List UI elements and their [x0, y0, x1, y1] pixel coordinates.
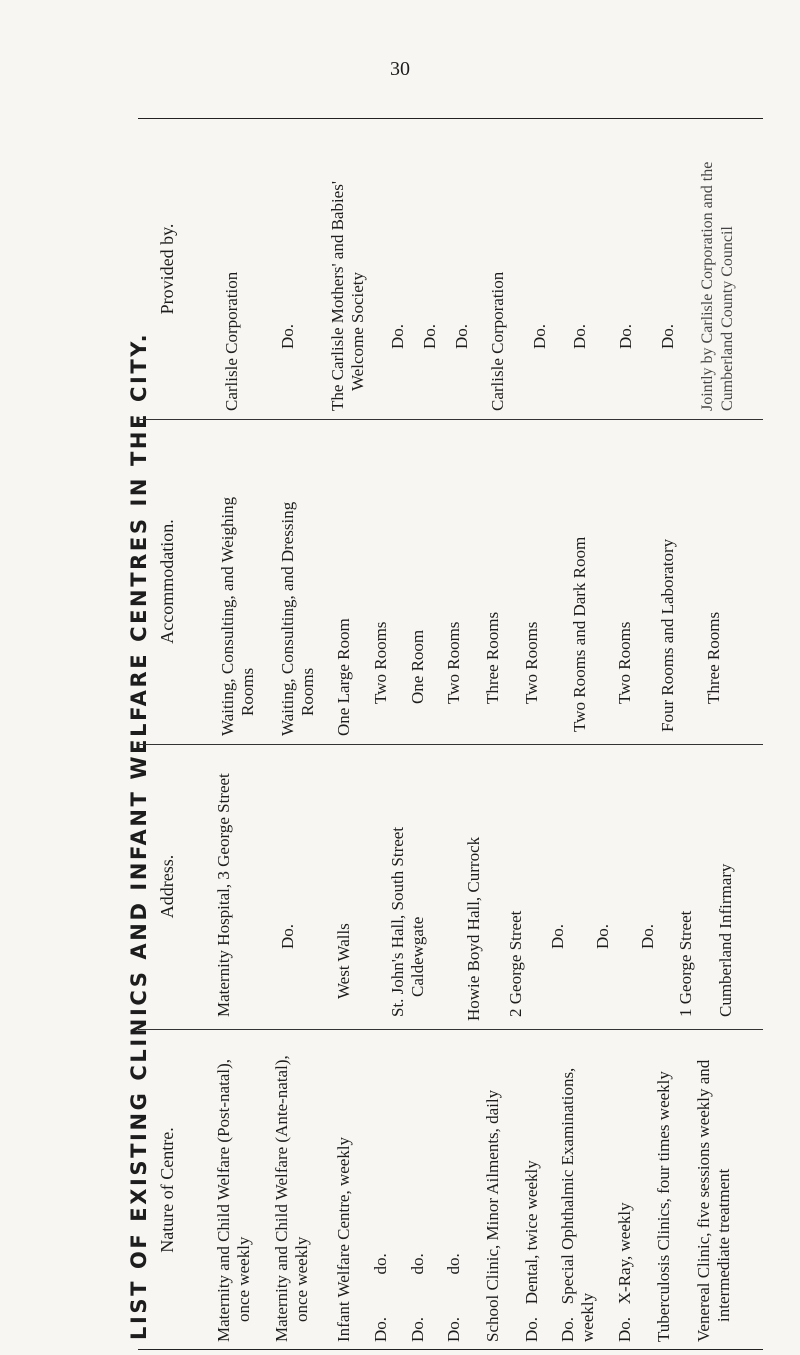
address-cell-6: Howie Boyd Hall, Currock	[464, 836, 483, 1021]
nature-cell-9: Do. Special Ophthalmic Examinations, weekly	[558, 1063, 597, 1342]
nature-cell-12: Venereal Clinic, five sessions weekly and intermediate treatment	[694, 1059, 733, 1342]
column-accommodation	[138, 419, 763, 745]
nature-cell-4: Do. do.	[371, 1253, 390, 1342]
provided-cell-8: Do.	[530, 323, 549, 349]
provided-cell-3: The Carlisle Mothers' and Babies' Welcome Society	[328, 181, 367, 411]
address-cell-1: Maternity Hospital, 3 George Street	[214, 773, 233, 1017]
page-title: LIST OF EXISTING CLINICS AND INFANT WELFARE CENTRES IN THE CITY.	[127, 331, 151, 1340]
provided-cell-11: Do.	[658, 323, 677, 349]
clinics-table	[138, 120, 763, 1350]
accommodation-cell-3: One Large Room	[334, 618, 353, 736]
accommodation-cell-11: Four Rooms and Laboratory	[658, 538, 677, 732]
address-cell-9: Do.	[593, 923, 612, 949]
nature-cell-6: Do. do.	[444, 1253, 463, 1342]
provided-cell-9: Do.	[570, 323, 589, 349]
accommodation-cell-4: Two Rooms	[371, 621, 390, 704]
address-cell-3: West Walls	[334, 923, 353, 999]
nature-cell-3: Infant Welfare Centre, weekly	[334, 1136, 353, 1342]
header-nature: Nature of Centre.	[157, 1127, 177, 1253]
nature-cell-8: Do. Dental, twice weekly	[522, 1160, 541, 1342]
provided-cell-12: Jointly by Carlisle Corporation and the Cumberland County Council	[699, 161, 736, 411]
provided-cell-7: Carlisle Corporation	[488, 271, 507, 411]
accommodation-cell-10: Two Rooms	[615, 621, 634, 704]
nature-cell-5: Do. do.	[408, 1253, 427, 1342]
address-cell-4: St. John's Hall, South Street Caldewgate	[388, 826, 427, 1017]
address-cell-12: Cumberland Infirmary	[716, 863, 735, 1017]
accommodation-cell-2: Waiting, Consulting, and Dressing Rooms	[278, 501, 317, 736]
column-nature	[138, 1030, 763, 1350]
nature-cell-11: Tuberculosis Clinics, four times weekly	[654, 1071, 673, 1342]
nature-cell-7: School Clinic, Minor Ailments, daily	[483, 1089, 502, 1342]
accommodation-cell-9: Two Rooms and Dark Room	[570, 536, 589, 732]
address-cell-10: Do.	[638, 923, 657, 949]
provided-cell-5: Do.	[420, 323, 439, 349]
accommodation-cell-7: Three Rooms	[483, 611, 502, 704]
accommodation-cell-1: Waiting, Consulting, and Weighing Rooms	[218, 496, 257, 736]
nature-cell-2: Maternity and Child Welfare (Ante-natal), once weekly	[272, 1055, 311, 1342]
accommodation-cell-5: One Room	[408, 629, 427, 704]
header-address: Address.	[157, 854, 177, 919]
accommodation-cell-6: Two Rooms	[444, 621, 463, 704]
header-provided-by: Provided by.	[157, 223, 177, 315]
nature-cell-1: Maternity and Child Welfare (Post-natal), once weekly	[214, 1059, 253, 1342]
header-accommodation: Accommodation.	[157, 519, 177, 644]
provided-cell-6: Do.	[452, 323, 471, 349]
address-cell-2: Do.	[278, 923, 297, 949]
provided-cell-1: Carlisle Corporation	[222, 271, 241, 411]
provided-cell-10: Do.	[616, 323, 635, 349]
provided-cell-4: Do.	[388, 323, 407, 349]
address-cell-8: Do.	[548, 923, 567, 949]
accommodation-cell-8: Two Rooms	[522, 621, 541, 704]
column-provided-by	[138, 119, 763, 420]
nature-cell-10: Do. X-Ray, weekly	[615, 1202, 634, 1342]
accommodation-cell-12: Three Rooms	[704, 611, 723, 704]
address-cell-11: 1 George Street	[676, 910, 695, 1017]
provided-cell-2: Do.	[278, 323, 297, 349]
page-number: 30	[390, 58, 410, 80]
address-cell-7: 2 George Street	[506, 910, 525, 1017]
column-address	[138, 744, 763, 1030]
